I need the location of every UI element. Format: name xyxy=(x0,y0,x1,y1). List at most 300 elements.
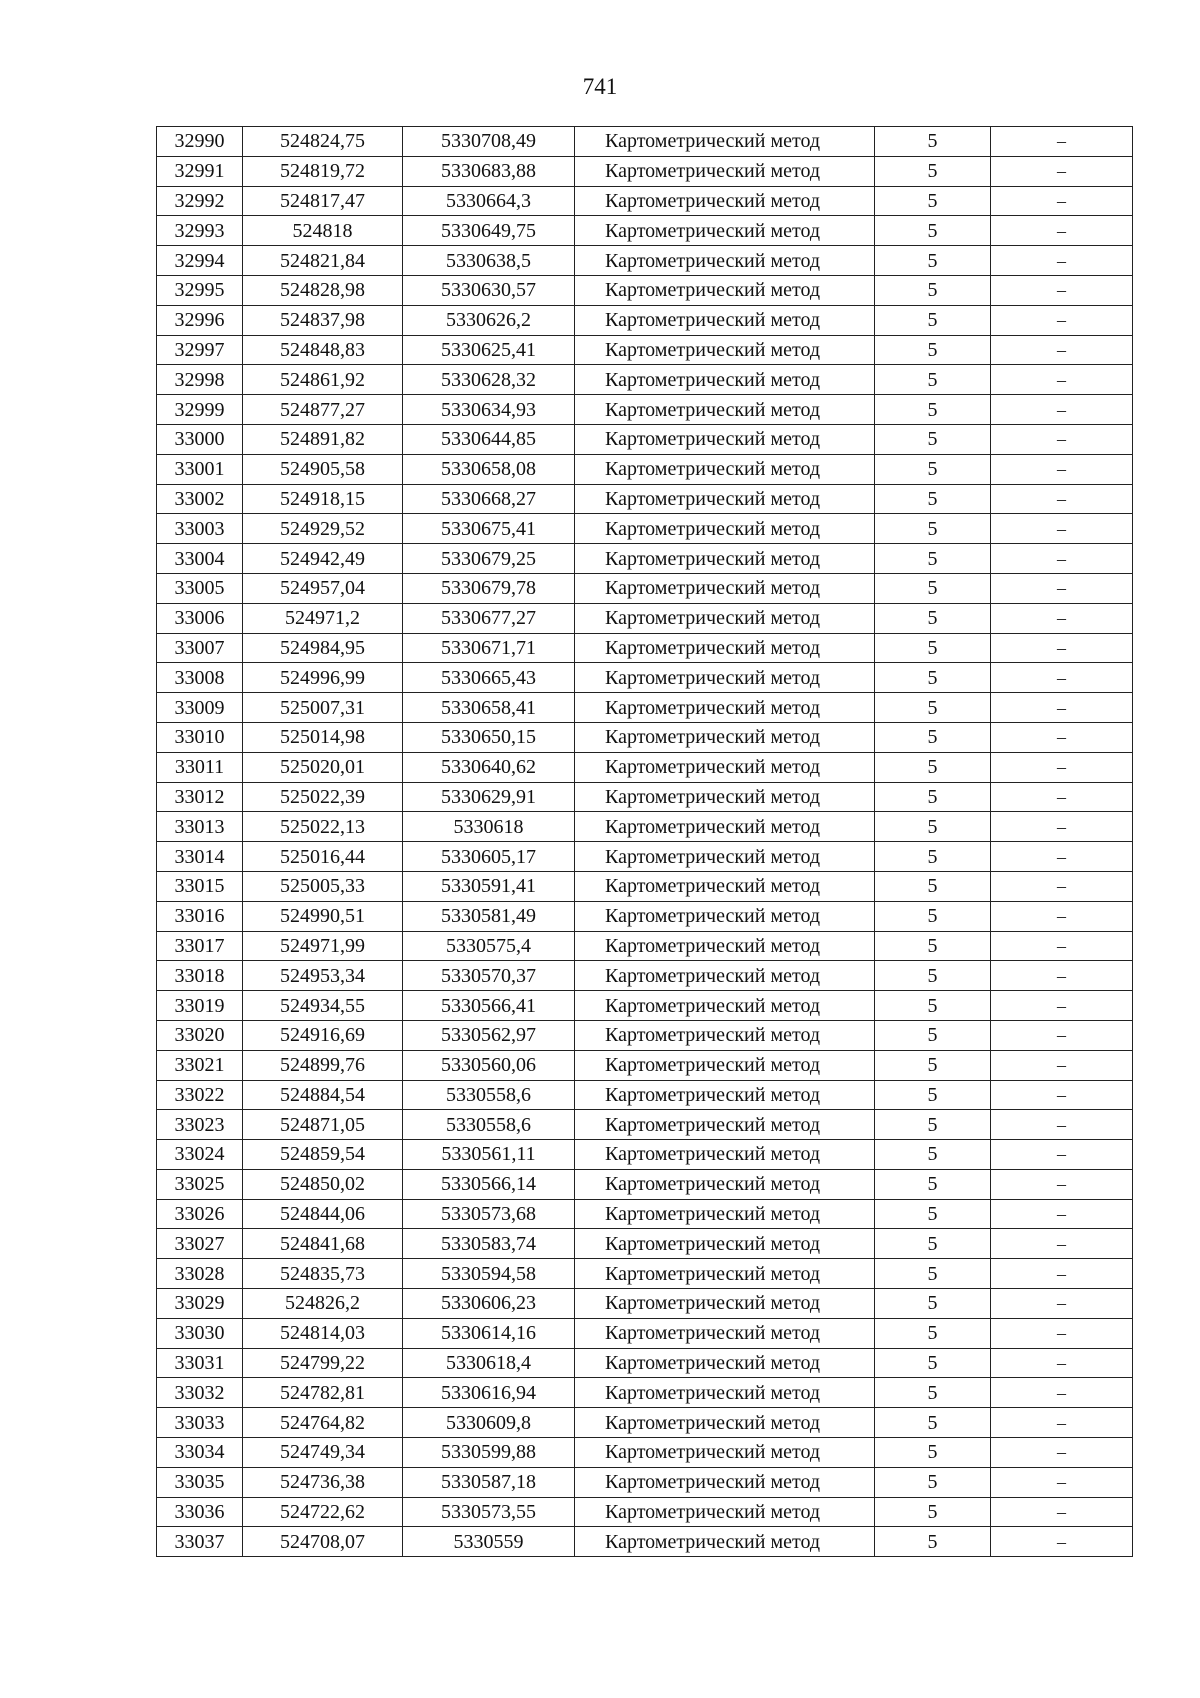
point-number-cell: 32996 xyxy=(157,305,243,335)
method-cell: Картометрический метод xyxy=(575,752,875,782)
accuracy-cell: 5 xyxy=(875,1408,991,1438)
accuracy-cell: 5 xyxy=(875,544,991,574)
y-coordinate-cell: 5330599,88 xyxy=(403,1438,575,1468)
method-cell: Картометрический метод xyxy=(575,424,875,454)
x-coordinate-cell: 524971,2 xyxy=(243,603,403,633)
accuracy-cell: 5 xyxy=(875,127,991,157)
accuracy-cell: 5 xyxy=(875,335,991,365)
table-row xyxy=(157,127,1133,157)
note-cell: – xyxy=(991,1140,1133,1170)
point-number-cell: 32990 xyxy=(157,127,243,157)
note-cell: – xyxy=(991,1080,1133,1110)
note-cell: – xyxy=(991,931,1133,961)
method-cell: Картометрический метод xyxy=(575,842,875,872)
note-cell: – xyxy=(991,1438,1133,1468)
accuracy-cell: 5 xyxy=(875,1289,991,1319)
note-cell: – xyxy=(991,186,1133,216)
x-coordinate-cell: 524929,52 xyxy=(243,514,403,544)
x-coordinate-cell: 524817,47 xyxy=(243,186,403,216)
point-number-cell: 33011 xyxy=(157,752,243,782)
accuracy-cell: 5 xyxy=(875,782,991,812)
table-row xyxy=(157,1020,1133,1050)
method-cell: Картометрический метод xyxy=(575,246,875,276)
accuracy-cell: 5 xyxy=(875,633,991,663)
note-cell: – xyxy=(991,454,1133,484)
note-cell: – xyxy=(991,842,1133,872)
accuracy-cell: 5 xyxy=(875,424,991,454)
x-coordinate-cell: 524850,02 xyxy=(243,1169,403,1199)
note-cell: – xyxy=(991,1289,1133,1319)
point-number-cell: 32994 xyxy=(157,246,243,276)
table-row xyxy=(157,395,1133,425)
table-row xyxy=(157,424,1133,454)
table-row xyxy=(157,573,1133,603)
table-row xyxy=(157,901,1133,931)
note-cell: – xyxy=(991,1378,1133,1408)
x-coordinate-cell: 524708,07 xyxy=(243,1527,403,1557)
y-coordinate-cell: 5330606,23 xyxy=(403,1289,575,1319)
accuracy-cell: 5 xyxy=(875,842,991,872)
accuracy-cell: 5 xyxy=(875,1378,991,1408)
y-coordinate-cell: 5330566,14 xyxy=(403,1169,575,1199)
note-cell: – xyxy=(991,961,1133,991)
x-coordinate-cell: 524819,72 xyxy=(243,156,403,186)
table-row xyxy=(157,1229,1133,1259)
table-row xyxy=(157,663,1133,693)
point-number-cell: 33009 xyxy=(157,693,243,723)
table-row xyxy=(157,871,1133,901)
method-cell: Картометрический метод xyxy=(575,573,875,603)
page-number: 741 xyxy=(582,74,618,99)
y-coordinate-cell: 5330650,15 xyxy=(403,722,575,752)
table-row xyxy=(157,1497,1133,1527)
note-cell: – xyxy=(991,901,1133,931)
y-coordinate-cell: 5330594,58 xyxy=(403,1259,575,1289)
method-cell: Картометрический метод xyxy=(575,1229,875,1259)
point-number-cell: 32997 xyxy=(157,335,243,365)
method-cell: Картометрический метод xyxy=(575,871,875,901)
y-coordinate-cell: 5330625,41 xyxy=(403,335,575,365)
note-cell: – xyxy=(991,1169,1133,1199)
accuracy-cell: 5 xyxy=(875,1229,991,1259)
accuracy-cell: 5 xyxy=(875,573,991,603)
point-number-cell: 33031 xyxy=(157,1348,243,1378)
method-cell: Картометрический метод xyxy=(575,127,875,157)
y-coordinate-cell: 5330644,85 xyxy=(403,424,575,454)
accuracy-cell: 5 xyxy=(875,722,991,752)
x-coordinate-cell: 524736,38 xyxy=(243,1467,403,1497)
accuracy-cell: 5 xyxy=(875,961,991,991)
point-number-cell: 32992 xyxy=(157,186,243,216)
method-cell: Картометрический метод xyxy=(575,395,875,425)
accuracy-cell: 5 xyxy=(875,395,991,425)
y-coordinate-cell: 5330679,78 xyxy=(403,573,575,603)
table-row xyxy=(157,216,1133,246)
point-number-cell: 33007 xyxy=(157,633,243,663)
y-coordinate-cell: 5330609,8 xyxy=(403,1408,575,1438)
method-cell: Картометрический метод xyxy=(575,544,875,574)
table-row xyxy=(157,1289,1133,1319)
y-coordinate-cell: 5330671,71 xyxy=(403,633,575,663)
y-coordinate-cell: 5330658,08 xyxy=(403,454,575,484)
method-cell: Картометрический метод xyxy=(575,901,875,931)
accuracy-cell: 5 xyxy=(875,1110,991,1140)
method-cell: Картометрический метод xyxy=(575,693,875,723)
method-cell: Картометрический метод xyxy=(575,1140,875,1170)
note-cell: – xyxy=(991,1259,1133,1289)
table-row xyxy=(157,1438,1133,1468)
table-row xyxy=(157,275,1133,305)
table-row xyxy=(157,633,1133,663)
accuracy-cell: 5 xyxy=(875,186,991,216)
point-number-cell: 33012 xyxy=(157,782,243,812)
table-row xyxy=(157,693,1133,723)
point-number-cell: 33020 xyxy=(157,1020,243,1050)
point-number-cell: 33015 xyxy=(157,871,243,901)
note-cell: – xyxy=(991,1497,1133,1527)
table-row xyxy=(157,484,1133,514)
y-coordinate-cell: 5330581,49 xyxy=(403,901,575,931)
table-row xyxy=(157,1140,1133,1170)
table-row xyxy=(157,752,1133,782)
point-number-cell: 33028 xyxy=(157,1259,243,1289)
note-cell: – xyxy=(991,1527,1133,1557)
point-number-cell: 33033 xyxy=(157,1408,243,1438)
point-number-cell: 33019 xyxy=(157,991,243,1021)
note-cell: – xyxy=(991,305,1133,335)
note-cell: – xyxy=(991,1408,1133,1438)
method-cell: Картометрический метод xyxy=(575,1110,875,1140)
note-cell: – xyxy=(991,1050,1133,1080)
method-cell: Картометрический метод xyxy=(575,782,875,812)
method-cell: Картометрический метод xyxy=(575,603,875,633)
point-number-cell: 32999 xyxy=(157,395,243,425)
note-cell: – xyxy=(991,335,1133,365)
note-cell: – xyxy=(991,365,1133,395)
table-row xyxy=(157,156,1133,186)
y-coordinate-cell: 5330664,3 xyxy=(403,186,575,216)
point-number-cell: 33016 xyxy=(157,901,243,931)
table-row xyxy=(157,812,1133,842)
method-cell: Картометрический метод xyxy=(575,484,875,514)
y-coordinate-cell: 5330708,49 xyxy=(403,127,575,157)
y-coordinate-cell: 5330629,91 xyxy=(403,782,575,812)
note-cell: – xyxy=(991,1229,1133,1259)
method-cell: Картометрический метод xyxy=(575,663,875,693)
note-cell: – xyxy=(991,514,1133,544)
accuracy-cell: 5 xyxy=(875,693,991,723)
accuracy-cell: 5 xyxy=(875,931,991,961)
x-coordinate-cell: 524841,68 xyxy=(243,1229,403,1259)
table-row xyxy=(157,782,1133,812)
point-number-cell: 33006 xyxy=(157,603,243,633)
x-coordinate-cell: 524990,51 xyxy=(243,901,403,931)
x-coordinate-cell: 524942,49 xyxy=(243,544,403,574)
y-coordinate-cell: 5330618 xyxy=(403,812,575,842)
accuracy-cell: 5 xyxy=(875,246,991,276)
note-cell: – xyxy=(991,1348,1133,1378)
accuracy-cell: 5 xyxy=(875,514,991,544)
y-coordinate-cell: 5330626,2 xyxy=(403,305,575,335)
x-coordinate-cell: 524821,84 xyxy=(243,246,403,276)
y-coordinate-cell: 5330583,74 xyxy=(403,1229,575,1259)
y-coordinate-cell: 5330561,11 xyxy=(403,1140,575,1170)
y-coordinate-cell: 5330618,4 xyxy=(403,1348,575,1378)
x-coordinate-cell: 525020,01 xyxy=(243,752,403,782)
accuracy-cell: 5 xyxy=(875,365,991,395)
y-coordinate-cell: 5330616,94 xyxy=(403,1378,575,1408)
x-coordinate-cell: 524861,92 xyxy=(243,365,403,395)
x-coordinate-cell: 524905,58 xyxy=(243,454,403,484)
method-cell: Картометрический метод xyxy=(575,812,875,842)
method-cell: Картометрический метод xyxy=(575,1199,875,1229)
accuracy-cell: 5 xyxy=(875,1438,991,1468)
table-row xyxy=(157,1527,1133,1557)
y-coordinate-cell: 5330559 xyxy=(403,1527,575,1557)
point-number-cell: 33026 xyxy=(157,1199,243,1229)
point-number-cell: 33014 xyxy=(157,842,243,872)
accuracy-cell: 5 xyxy=(875,1318,991,1348)
method-cell: Картометрический метод xyxy=(575,305,875,335)
table-row xyxy=(157,961,1133,991)
method-cell: Картометрический метод xyxy=(575,1527,875,1557)
x-coordinate-cell: 524918,15 xyxy=(243,484,403,514)
point-number-cell: 33027 xyxy=(157,1229,243,1259)
accuracy-cell: 5 xyxy=(875,1050,991,1080)
method-cell: Картометрический метод xyxy=(575,1318,875,1348)
note-cell: – xyxy=(991,127,1133,157)
method-cell: Картометрический метод xyxy=(575,1467,875,1497)
x-coordinate-cell: 525007,31 xyxy=(243,693,403,723)
x-coordinate-cell: 524782,81 xyxy=(243,1378,403,1408)
table-row xyxy=(157,722,1133,752)
table-row xyxy=(157,1110,1133,1140)
note-cell: – xyxy=(991,544,1133,574)
accuracy-cell: 5 xyxy=(875,1348,991,1378)
method-cell: Картометрический метод xyxy=(575,633,875,663)
x-coordinate-cell: 524837,98 xyxy=(243,305,403,335)
y-coordinate-cell: 5330679,25 xyxy=(403,544,575,574)
point-number-cell: 33005 xyxy=(157,573,243,603)
accuracy-cell: 5 xyxy=(875,1259,991,1289)
x-coordinate-cell: 524953,34 xyxy=(243,961,403,991)
note-cell: – xyxy=(991,1199,1133,1229)
point-number-cell: 33037 xyxy=(157,1527,243,1557)
method-cell: Картометрический метод xyxy=(575,186,875,216)
note-cell: – xyxy=(991,871,1133,901)
note-cell: – xyxy=(991,1467,1133,1497)
point-number-cell: 33000 xyxy=(157,424,243,454)
table-row xyxy=(157,1348,1133,1378)
accuracy-cell: 5 xyxy=(875,1140,991,1170)
accuracy-cell: 5 xyxy=(875,812,991,842)
accuracy-cell: 5 xyxy=(875,305,991,335)
table-row xyxy=(157,1318,1133,1348)
y-coordinate-cell: 5330558,6 xyxy=(403,1110,575,1140)
note-cell: – xyxy=(991,573,1133,603)
table-row xyxy=(157,603,1133,633)
x-coordinate-cell: 524877,27 xyxy=(243,395,403,425)
method-cell: Картометрический метод xyxy=(575,216,875,246)
method-cell: Картометрический метод xyxy=(575,156,875,186)
point-number-cell: 33001 xyxy=(157,454,243,484)
method-cell: Картометрический метод xyxy=(575,275,875,305)
note-cell: – xyxy=(991,722,1133,752)
table-row xyxy=(157,305,1133,335)
y-coordinate-cell: 5330562,97 xyxy=(403,1020,575,1050)
note-cell: – xyxy=(991,663,1133,693)
y-coordinate-cell: 5330628,32 xyxy=(403,365,575,395)
accuracy-cell: 5 xyxy=(875,752,991,782)
table-row xyxy=(157,246,1133,276)
x-coordinate-cell: 525016,44 xyxy=(243,842,403,872)
y-coordinate-cell: 5330649,75 xyxy=(403,216,575,246)
point-number-cell: 33034 xyxy=(157,1438,243,1468)
method-cell: Картометрический метод xyxy=(575,454,875,484)
method-cell: Картометрический метод xyxy=(575,365,875,395)
x-coordinate-cell: 524828,98 xyxy=(243,275,403,305)
accuracy-cell: 5 xyxy=(875,156,991,186)
note-cell: – xyxy=(991,782,1133,812)
table-row xyxy=(157,931,1133,961)
accuracy-cell: 5 xyxy=(875,603,991,633)
method-cell: Картометрический метод xyxy=(575,722,875,752)
y-coordinate-cell: 5330614,16 xyxy=(403,1318,575,1348)
point-number-cell: 33010 xyxy=(157,722,243,752)
table-row xyxy=(157,514,1133,544)
accuracy-cell: 5 xyxy=(875,275,991,305)
x-coordinate-cell: 524934,55 xyxy=(243,991,403,1021)
table-row xyxy=(157,1199,1133,1229)
accuracy-cell: 5 xyxy=(875,871,991,901)
y-coordinate-cell: 5330560,06 xyxy=(403,1050,575,1080)
y-coordinate-cell: 5330668,27 xyxy=(403,484,575,514)
x-coordinate-cell: 525022,39 xyxy=(243,782,403,812)
table-row xyxy=(157,991,1133,1021)
method-cell: Картометрический метод xyxy=(575,931,875,961)
x-coordinate-cell: 524871,05 xyxy=(243,1110,403,1140)
accuracy-cell: 5 xyxy=(875,1169,991,1199)
point-number-cell: 33032 xyxy=(157,1378,243,1408)
point-number-cell: 33030 xyxy=(157,1318,243,1348)
x-coordinate-cell: 524971,99 xyxy=(243,931,403,961)
x-coordinate-cell: 524824,75 xyxy=(243,127,403,157)
x-coordinate-cell: 524799,22 xyxy=(243,1348,403,1378)
y-coordinate-cell: 5330591,41 xyxy=(403,871,575,901)
table-row xyxy=(157,1378,1133,1408)
y-coordinate-cell: 5330605,17 xyxy=(403,842,575,872)
accuracy-cell: 5 xyxy=(875,663,991,693)
point-number-cell: 33024 xyxy=(157,1140,243,1170)
note-cell: – xyxy=(991,424,1133,454)
note-cell: – xyxy=(991,1318,1133,1348)
table-row xyxy=(157,1080,1133,1110)
note-cell: – xyxy=(991,812,1133,842)
note-cell: – xyxy=(991,216,1133,246)
method-cell: Картометрический метод xyxy=(575,1080,875,1110)
y-coordinate-cell: 5330558,6 xyxy=(403,1080,575,1110)
accuracy-cell: 5 xyxy=(875,454,991,484)
method-cell: Картометрический метод xyxy=(575,1259,875,1289)
accuracy-cell: 5 xyxy=(875,1080,991,1110)
point-number-cell: 33023 xyxy=(157,1110,243,1140)
method-cell: Картометрический метод xyxy=(575,1497,875,1527)
method-cell: Картометрический метод xyxy=(575,1378,875,1408)
point-number-cell: 33013 xyxy=(157,812,243,842)
table-row xyxy=(157,1169,1133,1199)
table-row xyxy=(157,1259,1133,1289)
method-cell: Картометрический метод xyxy=(575,1348,875,1378)
point-number-cell: 32991 xyxy=(157,156,243,186)
accuracy-cell: 5 xyxy=(875,1199,991,1229)
table-row xyxy=(157,1408,1133,1438)
x-coordinate-cell: 524984,95 xyxy=(243,633,403,663)
accuracy-cell: 5 xyxy=(875,1527,991,1557)
x-coordinate-cell: 524749,34 xyxy=(243,1438,403,1468)
table-row xyxy=(157,186,1133,216)
x-coordinate-cell: 524764,82 xyxy=(243,1408,403,1438)
x-coordinate-cell: 524859,54 xyxy=(243,1140,403,1170)
note-cell: – xyxy=(991,484,1133,514)
x-coordinate-cell: 524916,69 xyxy=(243,1020,403,1050)
accuracy-cell: 5 xyxy=(875,901,991,931)
point-number-cell: 33018 xyxy=(157,961,243,991)
x-coordinate-cell: 524835,73 xyxy=(243,1259,403,1289)
point-number-cell: 32995 xyxy=(157,275,243,305)
point-number-cell: 33008 xyxy=(157,663,243,693)
accuracy-cell: 5 xyxy=(875,1497,991,1527)
y-coordinate-cell: 5330570,37 xyxy=(403,961,575,991)
table-row xyxy=(157,365,1133,395)
y-coordinate-cell: 5330634,93 xyxy=(403,395,575,425)
y-coordinate-cell: 5330638,5 xyxy=(403,246,575,276)
accuracy-cell: 5 xyxy=(875,1020,991,1050)
table-row xyxy=(157,335,1133,365)
note-cell: – xyxy=(991,991,1133,1021)
x-coordinate-cell: 524891,82 xyxy=(243,424,403,454)
y-coordinate-cell: 5330677,27 xyxy=(403,603,575,633)
method-cell: Картометрический метод xyxy=(575,1289,875,1319)
x-coordinate-cell: 524722,62 xyxy=(243,1497,403,1527)
point-number-cell: 33036 xyxy=(157,1497,243,1527)
method-cell: Картометрический метод xyxy=(575,1169,875,1199)
method-cell: Картометрический метод xyxy=(575,335,875,365)
accuracy-cell: 5 xyxy=(875,484,991,514)
coordinates-table-body xyxy=(157,127,1133,1557)
point-number-cell: 32998 xyxy=(157,365,243,395)
point-number-cell: 33004 xyxy=(157,544,243,574)
x-coordinate-cell: 524844,06 xyxy=(243,1199,403,1229)
note-cell: – xyxy=(991,1020,1133,1050)
accuracy-cell: 5 xyxy=(875,216,991,246)
point-number-cell: 33003 xyxy=(157,514,243,544)
table-row xyxy=(157,1467,1133,1497)
y-coordinate-cell: 5330587,18 xyxy=(403,1467,575,1497)
method-cell: Картометрический метод xyxy=(575,991,875,1021)
note-cell: – xyxy=(991,395,1133,425)
x-coordinate-cell: 524899,76 xyxy=(243,1050,403,1080)
y-coordinate-cell: 5330566,41 xyxy=(403,991,575,1021)
point-number-cell: 33025 xyxy=(157,1169,243,1199)
y-coordinate-cell: 5330675,41 xyxy=(403,514,575,544)
note-cell: – xyxy=(991,693,1133,723)
table-row xyxy=(157,544,1133,574)
y-coordinate-cell: 5330575,4 xyxy=(403,931,575,961)
table-row xyxy=(157,842,1133,872)
note-cell: – xyxy=(991,1110,1133,1140)
method-cell: Картометрический метод xyxy=(575,514,875,544)
table-row xyxy=(157,454,1133,484)
